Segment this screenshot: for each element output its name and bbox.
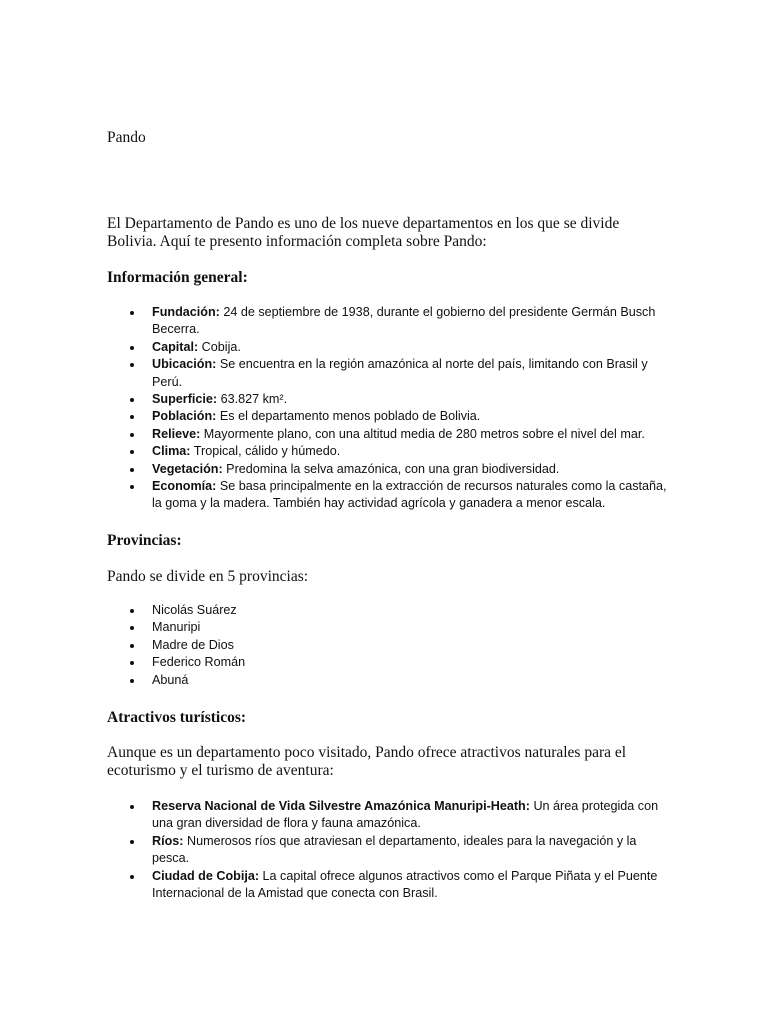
list-item — [107, 356, 667, 391]
tourism-intro: Aunque es un departamento poco visitado, Pando ofrece atractivos naturales para el ecoturismo y el turismo de aventura: — [107, 744, 627, 779]
document-title: Pando — [107, 129, 146, 146]
item-term: Vegetación: — [152, 461, 223, 476]
item-term: Fundación: — [152, 305, 220, 319]
item-text: Es el departamento menos poblado de Bolivia. — [216, 409, 481, 424]
item-text: Se basa principalmente en la extracción de recursos naturales como la castaña, la goma y la madera. También hay actividad agrícola y ganadera a menor escala. — [152, 479, 667, 511]
provinces-heading: Provincias: — [107, 532, 182, 549]
list-item: Madre de Dios — [107, 637, 667, 654]
item-text: 24 de septiembre de 1938, durante el gobierno del presidente Germán Busch Becerra. — [152, 305, 656, 337]
item-term: Economía: — [152, 479, 217, 494]
intro-paragraph: El Departamento de Pando es uno de los nueve departamentos en los que se divide Bolivia. Aquí te presento información completa sobre Pando: — [107, 215, 620, 250]
item-text: La capital ofrece algunos atractivos como el Parque Piñata y el Puente Internacional de la Amistad que conecta con Brasil. — [152, 868, 658, 901]
item-text: Se encuentra en la región amazónica al norte del país, limitando con Brasil y Perú. — [152, 357, 648, 389]
item-text: Mayormente plano, con una altitud media de 280 metros sobre el nivel del mar. — [200, 426, 645, 441]
item-text: Numerosos ríos que atraviesan el departamento, ideales para la navegación y la pesca. — [152, 833, 637, 866]
list-item: Federico Román — [107, 654, 667, 671]
tourism-list — [107, 798, 667, 902]
list-item — [107, 868, 667, 903]
list-item — [107, 833, 667, 868]
item-term: Capital: — [152, 339, 199, 354]
tourism-heading: Atractivos turísticos: — [107, 709, 247, 726]
list-item — [107, 478, 667, 513]
item-text: Tropical, cálido y húmedo. — [190, 444, 341, 459]
item-term: Ciudad de Cobija: — [152, 868, 260, 883]
item-term: Ríos: — [152, 833, 184, 848]
list-item — [107, 426, 667, 443]
provinces-list — [107, 602, 667, 689]
provinces-intro: Pando se divide en 5 provincias: — [107, 568, 309, 585]
list-item — [107, 443, 667, 460]
list-item — [107, 461, 667, 478]
item-text: 63.827 km². — [217, 392, 288, 407]
item-term: Reserva Nacional de Vida Silvestre Amazónica Manuripi-Heath: — [152, 799, 530, 813]
list-item — [107, 798, 667, 833]
list-item: Abuná — [107, 672, 667, 689]
list-item — [107, 391, 667, 408]
list-item — [107, 304, 667, 339]
list-item: Manuripi — [107, 619, 667, 636]
item-term: Relieve: — [152, 426, 201, 441]
item-text: Predomina la selva amazónica, con una gran biodiversidad. — [222, 461, 560, 476]
item-term: Ubicación: — [152, 357, 217, 372]
list-item — [107, 339, 667, 356]
item-term: Población: — [152, 409, 217, 424]
item-term: Clima: — [152, 444, 191, 459]
list-item: Nicolás Suárez — [107, 602, 667, 619]
item-text: Un área protegida con una gran diversidad de flora y fauna amazónica. — [152, 799, 659, 831]
item-text: Cobija. — [198, 339, 241, 354]
general-info-list — [107, 304, 667, 513]
item-term: Superficie: — [152, 392, 218, 407]
list-item — [107, 408, 667, 425]
general-info-heading: Información general: — [107, 269, 248, 286]
